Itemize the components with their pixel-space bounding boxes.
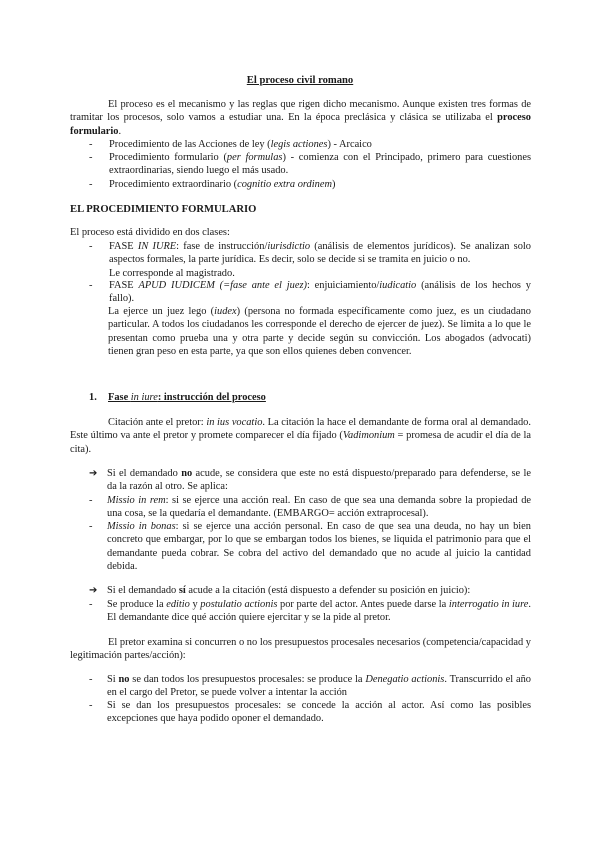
list-item xyxy=(89,520,531,573)
item-text: : si se ejerce una acción real. En caso de que sea una demanda sobre la propiedad de una cosa, se la quedaría el demandante. (EMBARGO= acción extraprocesal). xyxy=(107,495,531,520)
fase-italic: APUD IUDICEM (=fase ante el juez) xyxy=(138,280,307,291)
fase-italic: iurisdictio xyxy=(267,241,311,252)
item-text: y xyxy=(189,599,201,610)
dash-marker: - xyxy=(89,280,93,291)
intro-bold-term: proceso formulario xyxy=(70,112,531,137)
dash-marker: - xyxy=(89,674,93,685)
list-item xyxy=(89,279,531,306)
fase-italic: iudicatio xyxy=(379,280,417,291)
list-item xyxy=(89,178,531,191)
paragraph-text: . La citación la hace el demandante de forma oral al demandado. Este último va ante el pretor y promete comparecer el día fijado ( xyxy=(70,417,531,442)
list-item-italic: legis actiones xyxy=(270,139,328,150)
pretor-paragraph: El pretor examina si concurren o no los presupuestos procesales necesarios (competencia/capacidad y legitimación partes/acción): xyxy=(70,637,531,662)
paragraph-italic: Vadimonium xyxy=(342,430,395,442)
intro-paragraph xyxy=(70,98,531,138)
list-item-text: Procedimiento extraordinario ( xyxy=(109,179,238,190)
item-text: Si se dan los presupuestos procesales: se concede la acción al actor. Así como las posibles excepciones que haya podido oponer el demandado. xyxy=(107,700,531,725)
item-text: por parte del actor. Antes puede darse la xyxy=(277,599,449,610)
arrow-item xyxy=(89,467,531,494)
arrow-item xyxy=(89,584,531,597)
list-item-text: Procedimiento de las Acciones de ley ( xyxy=(109,139,271,150)
item-italic: postulatio actionis xyxy=(200,599,278,610)
paragraph-text: = promesa de acudir el día de la cita). xyxy=(70,430,531,455)
item-italic: Denegatio actionis xyxy=(365,674,445,685)
section-title-text: Fase xyxy=(108,392,131,403)
fase2-paragraph xyxy=(108,305,531,358)
fase-text: (análisis de los hechos y fallo). xyxy=(109,280,531,305)
list-item-text: Procedimiento formulario ( xyxy=(109,152,227,163)
dash-marker: - xyxy=(89,152,93,163)
list-item xyxy=(89,151,531,178)
fase-text: (análisis de elementos jurídicos). Se analizan solo aspectos formales, la parte jurídica. Es decir, solo se decide si se tramita en juicio o no. xyxy=(109,241,531,266)
fase-text: : enjuiciamiento/ xyxy=(306,280,380,291)
dash-marker: - xyxy=(89,599,93,610)
item-text: : si se ejerce una acción personal. En caso de que sea una deuda, no hay un bien concreto que embargar, por lo que se embargan todos los bienes, se liquida el patrimonio para que el demandante pueda cobrar. Se cobra del activo del demandado que no acude al juicio la cantidad debida. xyxy=(107,521,531,572)
list-item-text: ) - Arcaico xyxy=(327,139,372,150)
intro-text-end: . xyxy=(118,125,122,137)
item-bold: sí xyxy=(178,585,186,596)
list-item xyxy=(89,598,531,625)
list-item-italic: cognitio extra ordinem xyxy=(237,179,332,190)
item-text: acude a la citación (está dispuesto a defender su posición en juicio): xyxy=(185,585,471,596)
section-title xyxy=(108,391,266,404)
item-italic: Missio in rem xyxy=(107,495,166,506)
item-text: Si el demandado xyxy=(107,468,182,479)
list-item xyxy=(89,494,531,521)
formulario-lead: El proceso está dividido en dos clases: xyxy=(70,227,230,238)
section-title-text: : instrucción del proceso xyxy=(157,392,266,403)
list-item-text: ) - comienza con el Principado, primero para cuestiones extraordinarias, siendo luego el más usado. xyxy=(109,152,531,177)
fase-label: FASE xyxy=(109,280,139,291)
dash-marker: - xyxy=(89,179,93,190)
paragraph-italic: iudex xyxy=(214,306,237,317)
list-item xyxy=(89,673,531,700)
item-text: se dan todos los presupuestos procesales: se produce la xyxy=(129,674,366,685)
item-italic: Missio in bonas xyxy=(107,521,176,532)
dash-marker: - xyxy=(89,521,93,532)
citacion-paragraph xyxy=(70,416,531,456)
item-text: . Transcurrido el año en el cargo del Pretor, se puede volver a intentar la acción xyxy=(107,674,531,699)
arrow-icon: ➔ xyxy=(89,468,98,479)
item-text: acude, se considera que este no está dispuesto/preparado para defenderse, se le da la razón al otro. Se aplica: xyxy=(107,468,531,493)
section-number: 1. xyxy=(89,392,97,403)
section-heading-formulario: EL PROCEDIMIENTO FORMULARIO xyxy=(70,204,257,215)
item-text: Si el demandado xyxy=(107,585,179,596)
paragraph-text: Citación ante el pretor: xyxy=(108,417,207,428)
item-text: . El demandante dice qué acción quiere ejercitar y se la pide al pretor. xyxy=(107,599,532,624)
fase-label: FASE xyxy=(109,241,138,252)
item-italic: interrogatio in iure xyxy=(448,599,529,610)
intro-text: El proceso es el mecanismo y las reglas que rigen dicho mecanismo. Aunque existen tres formas de tramitar los procesos, solo vamos a estudiar una. En la época preclásica y clásica se utilizaba el xyxy=(70,99,531,124)
list-item xyxy=(89,138,531,151)
list-item-italic: per formulas xyxy=(226,152,283,163)
arrow-icon: ➔ xyxy=(89,585,98,596)
list-item-text: ) xyxy=(331,179,336,190)
dash-marker: - xyxy=(89,495,93,506)
fase-text: : fase de instrucción/ xyxy=(176,241,268,252)
list-item xyxy=(89,240,531,280)
section-title-italic: in iure xyxy=(130,392,158,403)
item-text: Si xyxy=(107,674,119,685)
item-italic: editio xyxy=(166,599,190,610)
dash-marker: - xyxy=(89,241,93,252)
item-bold: no xyxy=(118,674,130,685)
paragraph-text: ) (persona no formada específicamente como juez, es un ciudadano particular. A todos los ciudadanos les corresponde el derecho de ejercer de juez). Se limita a lo que le presentan como prueba una y otra parte y decide según su convicción. Los abogados (advocati) tienen gran peso en esta parte, ya que son ellos quienes deben convencer. xyxy=(108,306,531,357)
document-title: El proceso civil romano xyxy=(246,75,354,86)
item-text: Se produce la xyxy=(107,599,167,610)
paragraph-text: La ejerce un juez lego ( xyxy=(108,306,215,317)
item-bold: no xyxy=(181,468,193,479)
fase-italic: IN IURE xyxy=(137,241,177,252)
list-item xyxy=(89,699,531,726)
fase-text: Le corresponde al magistrado. xyxy=(109,267,235,279)
paragraph-italic: in ius vocatio xyxy=(206,417,263,428)
dash-marker: - xyxy=(89,139,93,150)
dash-marker: - xyxy=(89,700,93,711)
